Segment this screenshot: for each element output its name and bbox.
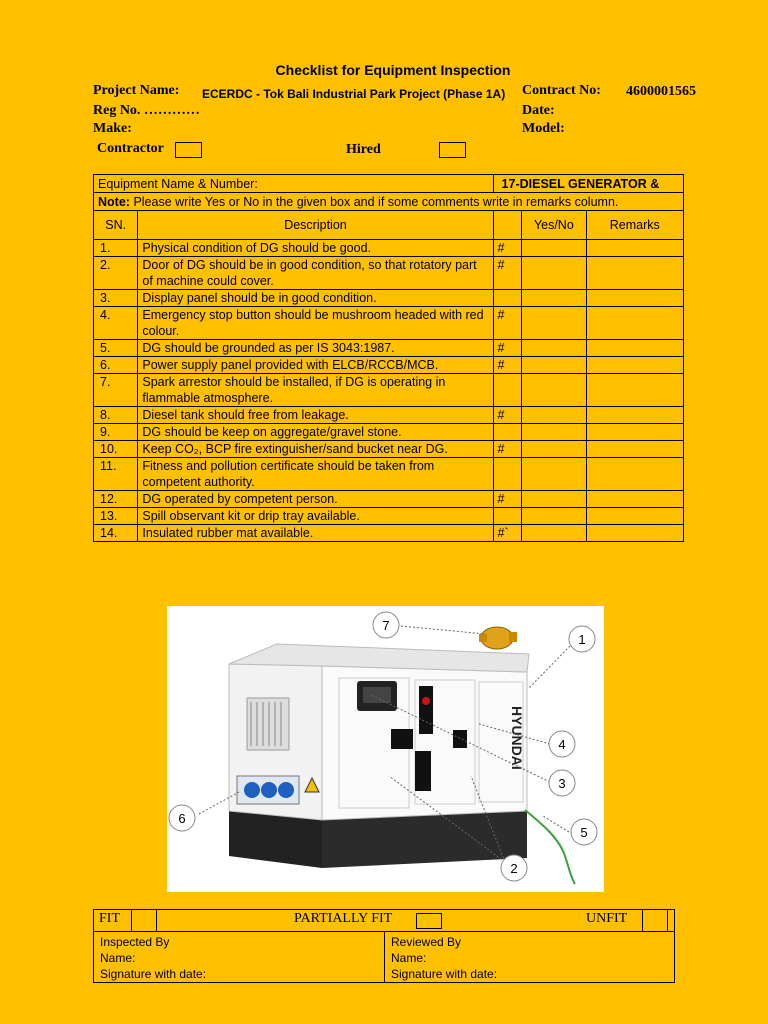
page-title: Checklist for Equipment Inspection bbox=[275, 62, 511, 78]
col-sn-header: SN. bbox=[94, 211, 138, 240]
row-yesno-input[interactable] bbox=[522, 407, 586, 424]
inspected-by-cell bbox=[94, 932, 385, 983]
row-sn: 2. bbox=[94, 257, 138, 290]
row-mark: #` bbox=[493, 525, 522, 542]
row-sn: 14. bbox=[94, 525, 138, 542]
row-sn: 8. bbox=[94, 407, 138, 424]
row-mark bbox=[493, 458, 522, 491]
emergency-stop-button bbox=[422, 697, 430, 705]
table-row bbox=[94, 240, 684, 257]
row-mark: # bbox=[493, 257, 522, 290]
generator-image bbox=[167, 606, 604, 892]
row-mark: # bbox=[493, 307, 522, 340]
inspected-by-label: Inspected By bbox=[100, 935, 170, 949]
row-sn: 11. bbox=[94, 458, 138, 491]
reg-no-label: Reg No. ………… bbox=[93, 103, 200, 118]
row-description: Physical condition of DG should be good. bbox=[138, 240, 493, 257]
row-yesno-input[interactable] bbox=[522, 491, 586, 508]
callout-6: 6 bbox=[178, 811, 186, 826]
row-yesno-input[interactable] bbox=[522, 525, 586, 542]
row-remarks-input[interactable] bbox=[586, 525, 683, 542]
contractor-label: Contractor bbox=[97, 141, 164, 156]
row-mark: # bbox=[493, 340, 522, 357]
row-yesno-input[interactable] bbox=[522, 290, 586, 307]
row-mark: # bbox=[493, 441, 522, 458]
callout-2: 2 bbox=[510, 861, 518, 876]
row-sn: 9. bbox=[94, 424, 138, 441]
row-mark bbox=[493, 508, 522, 525]
row-sn: 12. bbox=[94, 491, 138, 508]
row-mark: # bbox=[493, 357, 522, 374]
note-label: Note: bbox=[98, 194, 130, 209]
inspector-name-label: Name: bbox=[100, 951, 136, 965]
row-yesno-input[interactable] bbox=[522, 257, 586, 290]
callout-5: 5 bbox=[580, 825, 588, 840]
row-mark bbox=[493, 290, 522, 307]
row-sn: 5. bbox=[94, 340, 138, 357]
unfit-label: UNFIT bbox=[586, 911, 628, 926]
row-description: DG should be grounded as per IS 3043:1987. bbox=[138, 340, 493, 357]
row-sn: 1. bbox=[94, 240, 138, 257]
table-row bbox=[94, 290, 684, 307]
row-description: Power supply panel provided with ELCB/RCCB/MCB. bbox=[138, 357, 493, 374]
row-remarks-input[interactable] bbox=[586, 508, 683, 525]
row-description: Diesel tank should free from leakage. bbox=[138, 407, 493, 424]
partially-fit-checkbox[interactable] bbox=[416, 913, 442, 929]
model-label: Model: bbox=[522, 121, 565, 136]
equipment-value: 17-DIESEL GENERATOR & bbox=[493, 175, 683, 193]
brand-text: HYUNDAI bbox=[509, 706, 525, 770]
table-row bbox=[94, 458, 684, 491]
row-yesno-input[interactable] bbox=[522, 307, 586, 340]
row-remarks-input[interactable] bbox=[586, 357, 683, 374]
col-mark-header bbox=[493, 211, 522, 240]
partially-fit-label: PARTIALLY FIT bbox=[294, 911, 393, 926]
contract-no-label: Contract No: bbox=[522, 83, 601, 98]
contractor-checkbox[interactable] bbox=[175, 142, 202, 158]
table-row bbox=[94, 508, 684, 525]
row-yesno-input[interactable] bbox=[522, 424, 586, 441]
row-remarks-input[interactable] bbox=[586, 407, 683, 424]
row-remarks-input[interactable] bbox=[586, 290, 683, 307]
socket-3 bbox=[278, 782, 294, 798]
row-sn: 10. bbox=[94, 441, 138, 458]
callout-1: 1 bbox=[578, 632, 586, 647]
note-row bbox=[94, 193, 684, 211]
table-row bbox=[94, 357, 684, 374]
emergency-panel bbox=[419, 686, 433, 734]
reviewer-signature-label: Signature with date: bbox=[391, 967, 498, 981]
col-description-header: Description bbox=[138, 211, 493, 240]
row-sn: 13. bbox=[94, 508, 138, 525]
door-latch bbox=[453, 730, 467, 748]
table-row bbox=[94, 257, 684, 290]
col-remarks-header: Remarks bbox=[586, 211, 683, 240]
row-remarks-input[interactable] bbox=[586, 374, 683, 407]
table-row bbox=[94, 307, 684, 340]
row-yesno-input[interactable] bbox=[522, 374, 586, 407]
callout-3: 3 bbox=[558, 776, 566, 791]
row-remarks-input[interactable] bbox=[586, 424, 683, 441]
fuel-panel bbox=[415, 751, 431, 791]
make-label: Make: bbox=[93, 121, 132, 136]
vent-grille bbox=[247, 698, 289, 750]
row-yesno-input[interactable] bbox=[522, 340, 586, 357]
row-mark bbox=[493, 374, 522, 407]
reviewed-by-label: Reviewed By bbox=[391, 935, 462, 949]
row-remarks-input[interactable] bbox=[586, 257, 683, 290]
generator-illustration bbox=[167, 606, 604, 892]
row-sn: 7. bbox=[94, 374, 138, 407]
row-mark: # bbox=[493, 240, 522, 257]
reviewed-by-cell bbox=[385, 932, 675, 983]
table-row bbox=[94, 525, 684, 542]
table-row bbox=[94, 441, 684, 458]
row-yesno-input[interactable] bbox=[522, 441, 586, 458]
inspection-footer-table bbox=[93, 909, 675, 983]
row-description: Emergency stop button should be mushroom headed with red colour. bbox=[138, 307, 493, 340]
table-row bbox=[94, 491, 684, 508]
row-description: Display panel should be in good condition. bbox=[138, 290, 493, 307]
inspector-signature-label: Signature with date: bbox=[100, 967, 207, 981]
hired-label: Hired bbox=[346, 142, 381, 157]
equipment-label: Equipment Name & Number: bbox=[94, 175, 494, 193]
control-box bbox=[391, 729, 413, 749]
row-remarks-input[interactable] bbox=[586, 458, 683, 491]
row-mark: # bbox=[493, 491, 522, 508]
socket-1 bbox=[244, 782, 260, 798]
row-remarks-input[interactable] bbox=[586, 491, 683, 508]
fit-label: FIT bbox=[99, 911, 120, 926]
project-name-label: Project Name: bbox=[93, 83, 180, 98]
row-yesno-input[interactable] bbox=[522, 508, 586, 525]
note-text: Please write Yes or No in the given box and if some comments write in remarks column. bbox=[133, 194, 619, 209]
table-row bbox=[94, 340, 684, 357]
row-description: DG operated by competent person. bbox=[138, 491, 493, 508]
row-sn: 3. bbox=[94, 290, 138, 307]
contract-no-value: 4600001565 bbox=[626, 84, 696, 99]
row-mark bbox=[493, 424, 522, 441]
unfit-checkbox[interactable] bbox=[642, 910, 668, 931]
row-description: Spill observant kit or drip tray available. bbox=[138, 508, 493, 525]
date-label: Date: bbox=[522, 103, 555, 118]
checklist-table bbox=[93, 174, 684, 542]
row-description: Fitness and pollution certificate should be taken from competent authority. bbox=[138, 458, 493, 491]
socket-2 bbox=[261, 782, 277, 798]
row-sn: 6. bbox=[94, 357, 138, 374]
row-yesno-input[interactable] bbox=[522, 458, 586, 491]
row-description: Insulated rubber mat available. bbox=[138, 525, 493, 542]
row-remarks-input[interactable] bbox=[586, 340, 683, 357]
row-sn: 4. bbox=[94, 307, 138, 340]
table-row bbox=[94, 374, 684, 407]
earth-wire bbox=[525, 810, 575, 884]
project-name-value: ECERDC - Tok Bali Industrial Park Project (Phase 1A) bbox=[202, 87, 506, 101]
row-remarks-input[interactable] bbox=[586, 441, 683, 458]
table-row bbox=[94, 424, 684, 441]
row-description: Keep CO₂, BCP fire extinguisher/sand bucket near DG. bbox=[138, 441, 493, 458]
reviewer-name-label: Name: bbox=[391, 951, 427, 965]
fit-row bbox=[94, 910, 675, 932]
row-mark: # bbox=[493, 407, 522, 424]
callout-4: 4 bbox=[558, 737, 566, 752]
col-yesno-header: Yes/No bbox=[522, 211, 586, 240]
row-description: DG should be keep on aggregate/gravel stone. bbox=[138, 424, 493, 441]
table-row bbox=[94, 407, 684, 424]
skid-left bbox=[229, 811, 322, 868]
row-remarks-input[interactable] bbox=[586, 307, 683, 340]
hired-checkbox[interactable] bbox=[439, 142, 466, 158]
row-description: Spark arrestor should be installed, if DG is operating in flammable atmosphere. bbox=[138, 374, 493, 407]
fit-checkbox[interactable] bbox=[131, 910, 157, 931]
row-yesno-input[interactable] bbox=[522, 240, 586, 257]
row-remarks-input[interactable] bbox=[586, 240, 683, 257]
row-yesno-input[interactable] bbox=[522, 357, 586, 374]
row-description: Door of DG should be in good condition, so that rotatory part of machine could cover. bbox=[138, 257, 493, 290]
callout-7: 7 bbox=[382, 618, 390, 633]
